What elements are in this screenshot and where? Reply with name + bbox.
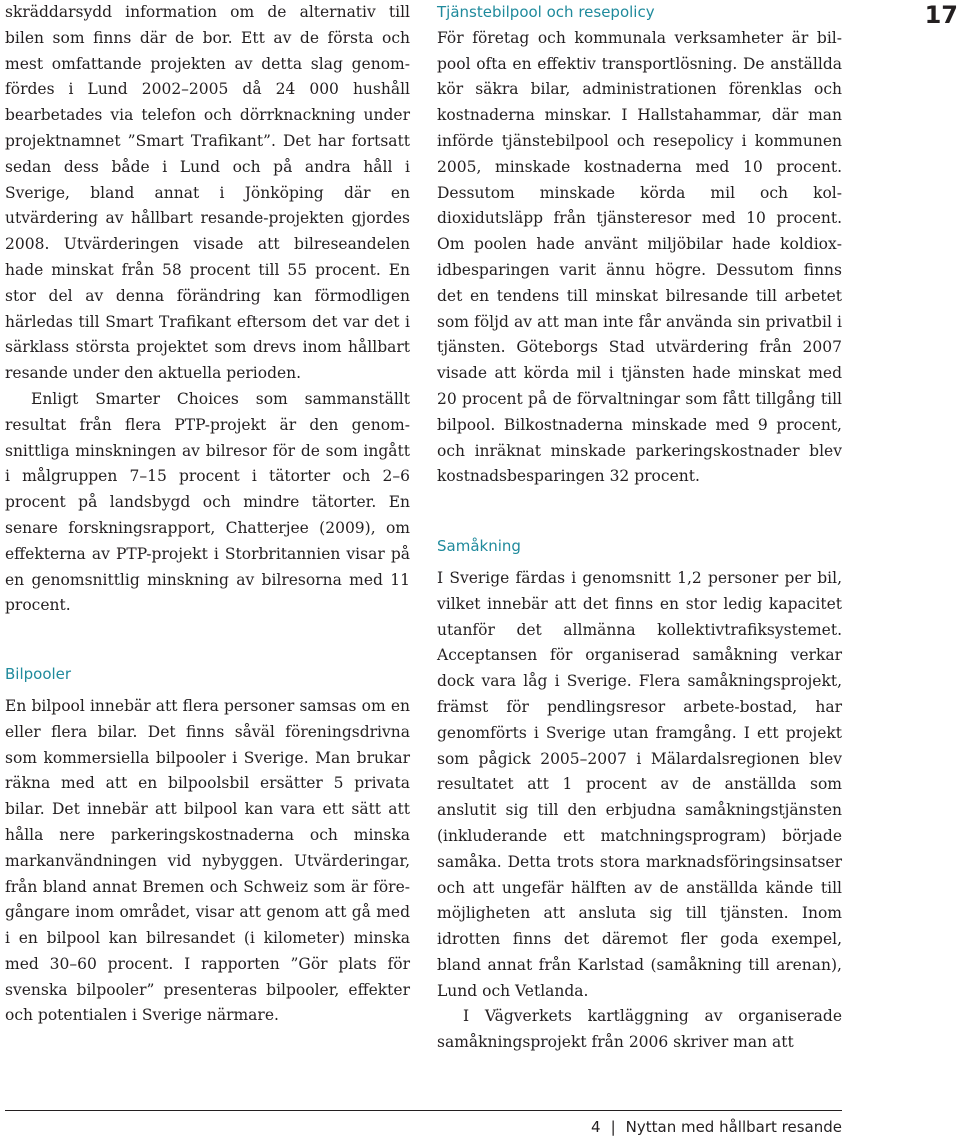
smarter-choices-paragraph: Enligt Smarter Choices som sammanställt resultat från flera PTP-projekt är den genomsnittliga minskningen av bilresor för de som ingått i målgruppen 7–15 procent i tätorter och 2–6 procent på landsbygd och mindre tätorter. En senare forskningsrapport, Chatterjee (2009), om effekterna av PTP-projekt i Storbritannien visar på en genomsnittlig minskning av bilresorna med 11 procent. [5,389,410,615]
samakning-paragraph: I Sverige färdas i genomsnitt 1,2 personer per bil, vilket innebär att det finns en stor ledig kapacitet utanför det allmänna kollektivtrafiksystemet. Acceptansen för organiserad samåkning verkar dock vara låg i Sverige. Flera samåkningsprojekt, främst för pendlingsresor arbete-bostad, har genomförts i Sverige utan framgång. I ett projekt som pågick 2005–2007 i Mälardalsregionen blev resultatet att 1 procent av de anställda som anslutit sig till den erbjudna samåkningstjänsten (inkluderande ett matchningsprogram) började samåka. Detta trots stora marknadsföringsinsatser och att ungefär hälften av de anställda kände till möjligheten att ansluta sig till tjänsten. Inom idrotten finns det däremot fler goda exempel, bland annat från Karlstad (samåkning till arenan), Lund och Vetlanda. [437,568,842,1000]
page-number: 17 [924,1,958,29]
bilpooler-paragraph: En bilpool innebär att flera personer samsas om en eller flera bilar. Det finns såväl föreningsdrivna som kommersiella bilpooler i Sverige. Man brukar räkna med att en bilpoolsbil ersätter 5 privata bilar. Det innebär att bilpool kan vara ett sätt att hålla nere parkeringskostnaderna och minska markanvändningen vid nybyggen. Utvärderingar, från bland annat Bremen och Schweiz som är föregångare inom området, visar att genom att gå med i en bilpool kan bilresandet (i kilometer) minska med 30–60 procent. I rapporten ”Gör plats för svenska bilpooler” presenteras bilpooler, effekter och potentialen i Sverige närmare. [5,696,410,1025]
footer-divider [5,1110,842,1111]
footer-separator: | [610,1118,616,1136]
footer [591,1117,842,1137]
tjanstebilpool-paragraph: För företag och kommunala verksamheter är bilpool ofta en effektiv transportlösning. De anställda kör säkra bilar, administrationen förenklas och kostnaderna minskar. I Hallstahammar, där man införde tjänstebilpool och resepolicy i kommunen 2005, minskade kostnaderna med 10 procent. Dessutom minskade körda mil och koldioxidutsläpp från tjänsteresor med 10 procent. Om poolen hade använt miljöbilar hade koldioxidbesparingen varit ännu högre. Dessutom finns det en tendens till minskat bilresande till arbetet som följd av att man inte får använda sin privatbil i tjänsten. Göteborgs Stad utvärdering från 2007 visade att körda mil i tjänsten hade minskat med 20 procent på de förvaltningar som fått tillgång till bilpool. Bilkostnaderna minskade med 9 procent, och inräknat minskade parkeringskostnader blev kostnadsbesparingen 32 procent. [437,28,842,486]
samakning-heading: Samåkning [437,537,521,556]
right-column [437,0,842,1056]
intro-paragraph: skräddarsydd information om de alternativ till bilen som finns där de bor. Ett av de första och mest omfattande projekten av detta slag genomfördes i Lund 2002–2005 då 24 000 hushåll bearbetades via telefon och dörrknackning under projektnamnet ”Smart Trafikant”. Det har fortsatt sedan dess både i Lund och på andra håll i Sverige, bland annat i Jönköping där en utvärdering av hållbart resande-projekten gjordes 2008. Utvärderingen visade att bilreseandelen hade minskat från 58 procent till 55 procent. En stor del av denna förändring kan förmodligen härledas till Smart Trafikant eftersom det var det i särklass största projektet som drevs inom hållbart resande under den aktuella perioden. [5,3,410,383]
footer-publication-title: Nyttan med hållbart resande [625,1118,842,1136]
tjanstebilpool-heading: Tjänstebilpool och resepolicy [437,3,655,21]
vagverket-paragraph: I Vägverkets kartläggning av organiserade samåkningsprojekt från 2006 skriver man att [437,1007,842,1052]
bilpooler-heading: Bilpooler [5,665,72,684]
footer-folio: 4 [591,1118,601,1136]
left-column [5,0,410,1029]
